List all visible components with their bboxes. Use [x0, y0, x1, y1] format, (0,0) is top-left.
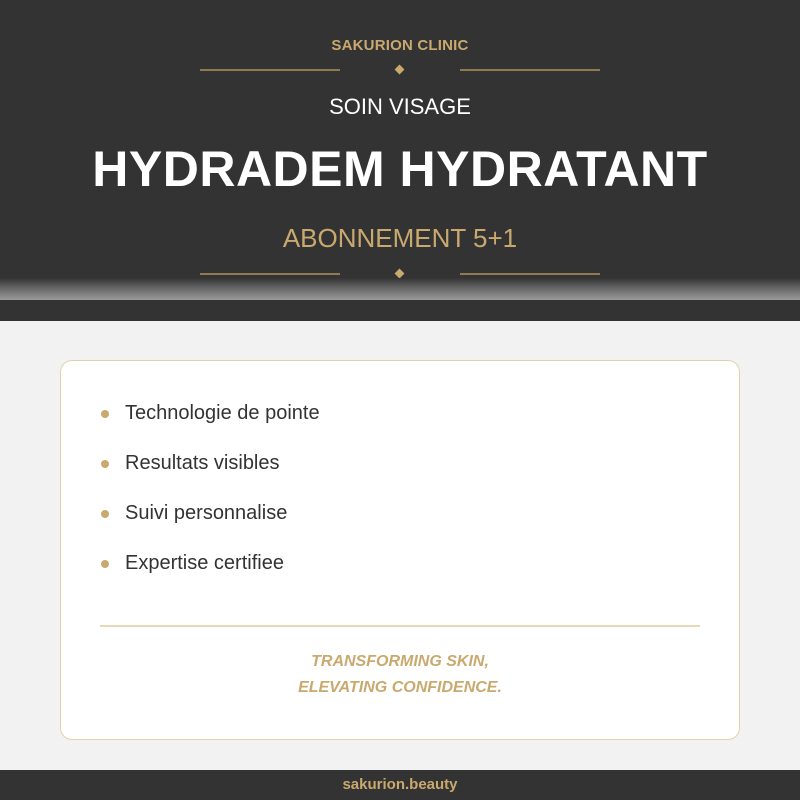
ornament-line-left: [200, 273, 340, 275]
list-item: [101, 451, 280, 501]
top-ornament: [200, 65, 600, 75]
ornament-line-left: [200, 69, 340, 71]
list-item: [101, 501, 288, 551]
diamond-icon: [395, 269, 405, 279]
website-link[interactable]: sakurion.beauty: [342, 776, 458, 793]
bullet-icon: [101, 460, 109, 468]
header-banner: [0, 0, 800, 321]
bullet-icon: [101, 510, 109, 518]
card-divider: [100, 625, 700, 627]
footer-bar: [0, 770, 800, 800]
ornament-line-right: [460, 273, 600, 275]
page-title: HYDRADEM HYDRATANT: [92, 141, 708, 197]
clinic-name: SAKURION CLINIC: [331, 37, 469, 54]
feature-label: Suivi personnalise: [125, 502, 288, 524]
feature-label: Expertise certifiee: [125, 552, 284, 574]
diamond-icon: [395, 65, 405, 75]
category-label: SOIN VISAGE: [329, 94, 471, 119]
features-card: [60, 360, 740, 740]
feature-label: Technologie de pointe: [125, 402, 320, 424]
features-list: [101, 401, 320, 601]
ornament-line-right: [460, 69, 600, 71]
tagline-line-2: ELEVATING CONFIDENCE.: [298, 679, 502, 696]
subscription-subtitle: ABONNEMENT 5+1: [282, 223, 518, 253]
bullet-icon: [101, 560, 109, 568]
tagline-line-1: TRANSFORMING SKIN,: [311, 653, 489, 670]
bullet-icon: [101, 410, 109, 418]
header-gradient-band: [0, 278, 800, 300]
feature-label: Resultats visibles: [125, 452, 280, 474]
list-item: [101, 401, 320, 451]
list-item: [101, 551, 284, 601]
tagline: [61, 649, 739, 701]
